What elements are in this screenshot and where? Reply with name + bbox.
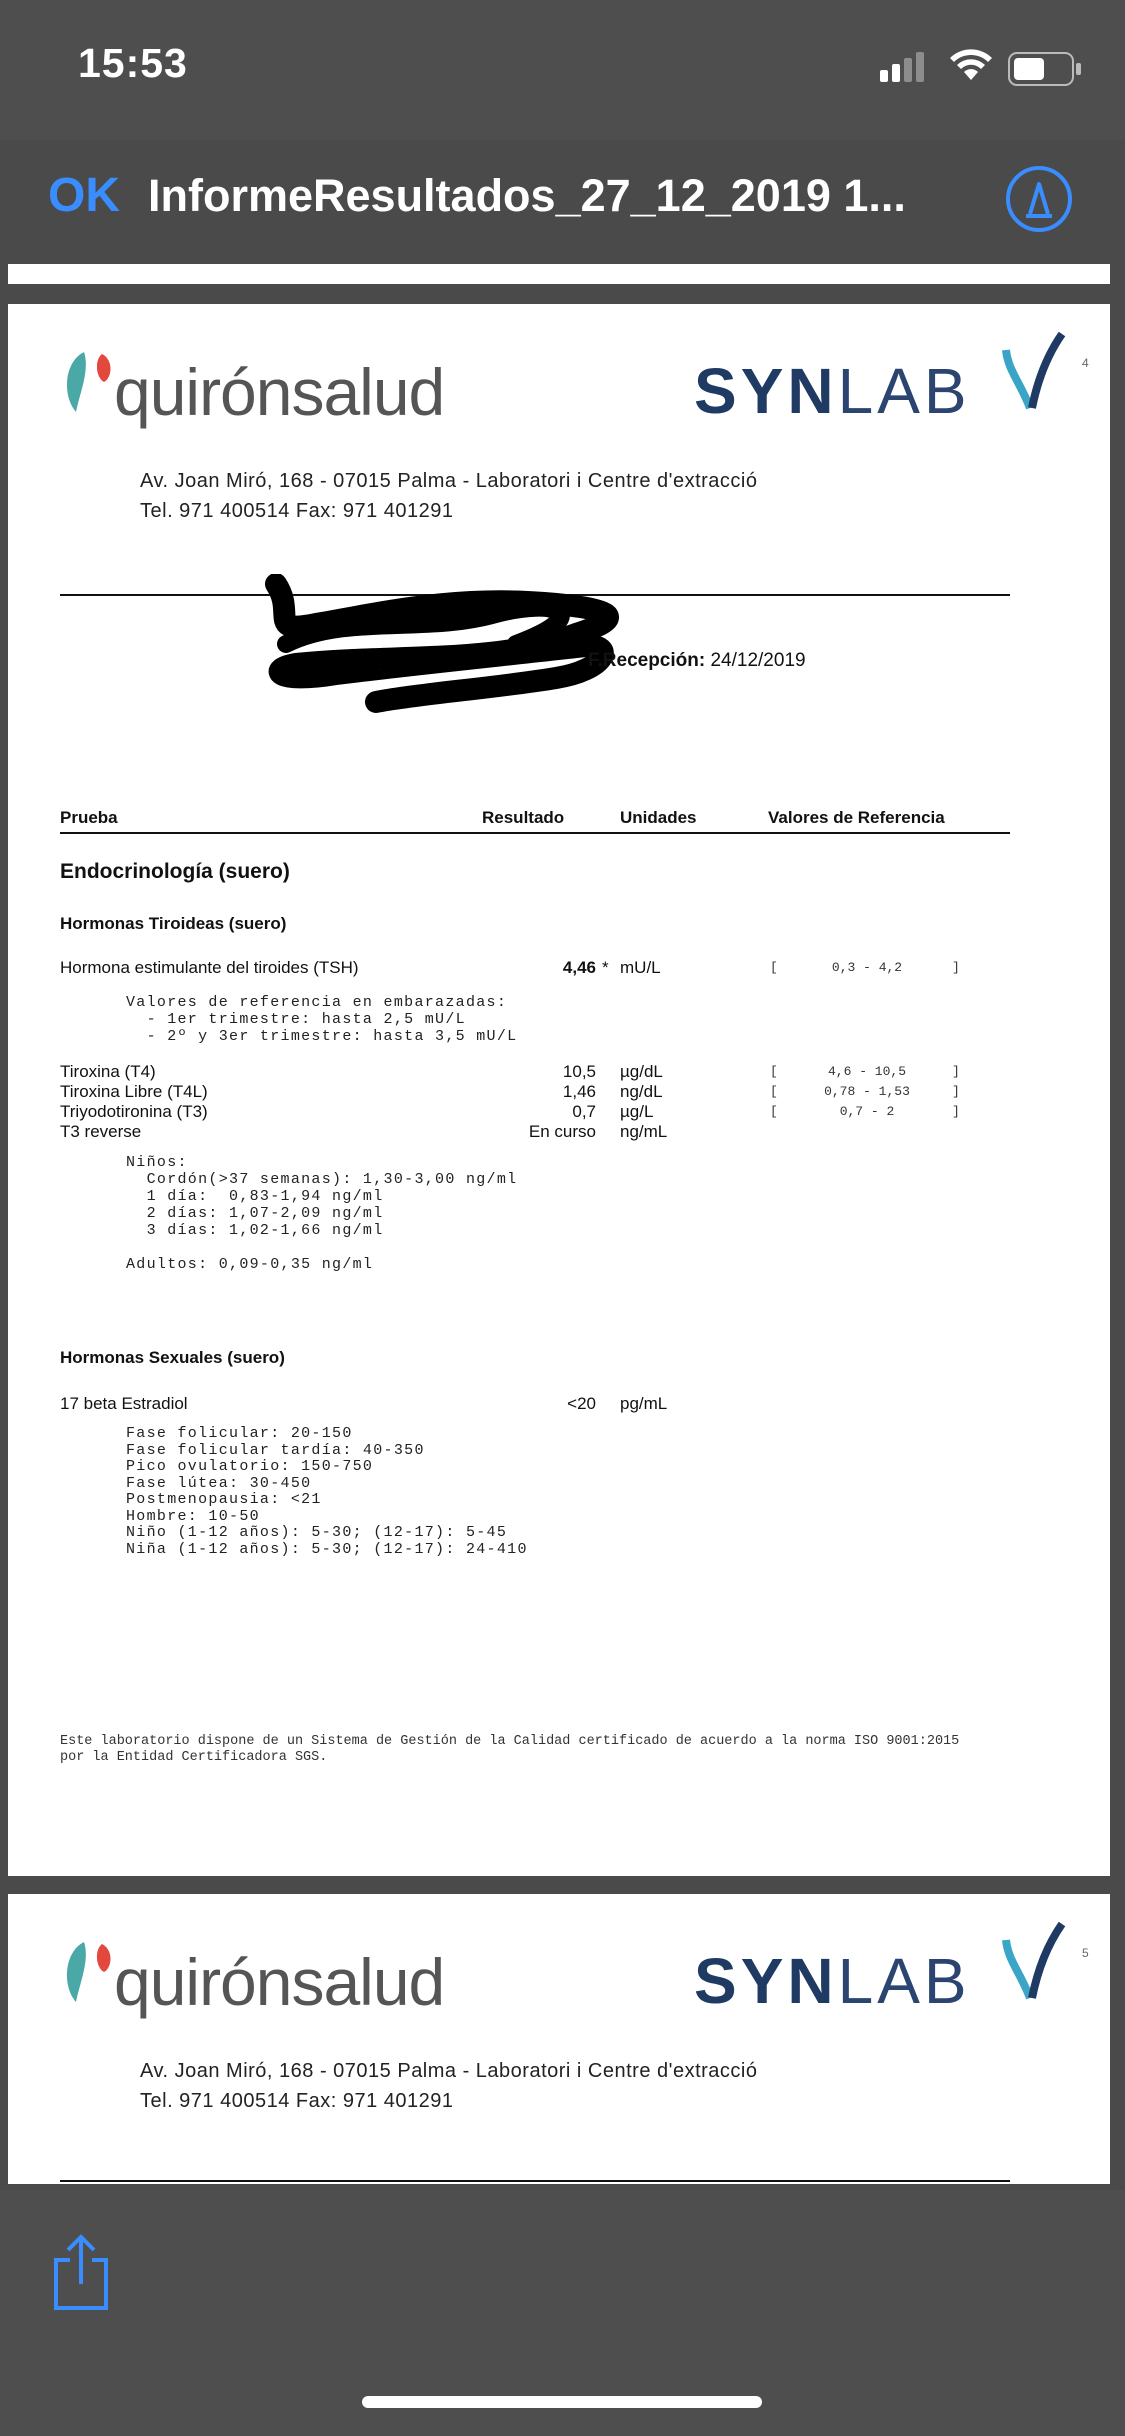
table-row [8, 1122, 1108, 1142]
ref-range: 0,3 - 4,2 [831, 960, 903, 975]
columns-rule [60, 832, 1010, 834]
ref-open: [ [770, 960, 778, 975]
share-icon[interactable] [48, 2230, 114, 2314]
table-row [8, 1062, 1108, 1082]
ref-close: ] [952, 1084, 960, 1099]
pregnancy-reference-note: Valores de referencia en embarazadas: - 1er trimestre: hasta 2,5 mU/L - 2º y 3er trimestre: hasta 3,5 mU/L [126, 994, 518, 1045]
col-resultado: Resultado [482, 808, 565, 827]
lab-phone: Tel. 971 400514 Fax: 971 401291 [140, 2090, 454, 2112]
col-prueba: Prueba [60, 808, 118, 827]
signal-icon [880, 52, 930, 82]
synlab-logo: SYNLAB [694, 1945, 971, 2017]
ref-close: ] [952, 1064, 960, 1079]
redaction-scribble [256, 574, 636, 714]
status-time: 15:53 [78, 40, 188, 86]
page-number: 5 [1082, 1946, 1089, 1960]
test-name: T3 reverse [60, 1122, 142, 1141]
table-row [8, 1082, 1108, 1102]
document-page [8, 304, 1110, 1876]
col-unidades: Unidades [620, 808, 697, 827]
test-unit: pg/mL [620, 1394, 668, 1413]
ref-range: 4,6 - 10,5 [827, 1064, 906, 1079]
col-referencia: Valores de Referencia [768, 808, 945, 827]
test-result: 10,5 [562, 1062, 596, 1081]
ok-button[interactable]: OK [48, 169, 120, 222]
previous-page-edge [8, 264, 1110, 284]
ref-open: [ [770, 1084, 778, 1099]
section-title: Endocrinología (suero) [60, 860, 290, 883]
test-name: Tiroxina (T4) [60, 1062, 156, 1081]
test-name: Triyodotironina (T3) [60, 1102, 208, 1121]
group-title-sex-hormones: Hormonas Sexuales (suero) [60, 1348, 285, 1367]
lab-address: Av. Joan Miró, 168 - 07015 Palma - Laboratori i Centre d'extracció [140, 470, 758, 492]
synlab-logo-mark [1002, 330, 1068, 414]
reception-date: F.Recepción: 24/12/2019 [588, 650, 806, 671]
document-page [8, 1894, 1110, 2184]
quality-footer: Este laboratorio dispone de un Sistema de Gestión de la Calidad certificado de acuerdo a la norma ISO 9001:2015 por la Entidad Certificadora SGS. [60, 1734, 960, 1765]
test-name: Tiroxina Libre (T4L) [60, 1082, 208, 1101]
synlab-logo-mark [1002, 1920, 1068, 2004]
wifi-icon [948, 46, 994, 82]
quironsalud-logo-text: quirónsalud [114, 355, 445, 429]
estradiol-reference-note: Fase folicular: 20-150 Fase folicular tardía: 40-350 Pico ovulatorio: 150-750 Fase lútea: 30-450 Postmenopausia: <21 Hombre: 10-50 Niño (1-12 años): 5-30; (12-17): 5-45 Niña (1-12 años): 5-30; (12-17): 24-410 [126, 1425, 528, 1558]
ref-range: 0,78 - 1,53 [824, 1084, 910, 1099]
ref-range: 0,7 - 2 [839, 1104, 895, 1119]
test-result: <20 [567, 1394, 596, 1413]
test-result: En curso [528, 1122, 596, 1141]
ref-close: ] [952, 1104, 960, 1119]
test-result: 1,46 [562, 1082, 596, 1101]
abnormal-flag: * [602, 958, 609, 977]
adults-reference-note: Adultos: 0,09-0,35 ng/ml [126, 1256, 374, 1273]
lab-address: Av. Joan Miró, 168 - 07015 Palma - Laboratori i Centre d'extracció [140, 2060, 758, 2082]
ref-open: [ [770, 1064, 778, 1079]
synlab-logo: SYNLAB [694, 355, 971, 427]
test-name: Hormona estimulante del tiroides (TSH) [60, 958, 359, 977]
test-name: 17 beta Estradiol [60, 1394, 188, 1413]
group-title-thyroid: Hormonas Tiroideas (suero) [60, 914, 287, 933]
ref-open: [ [770, 1104, 778, 1119]
document-title: InformeResultados_27_12_2019 1... [148, 170, 906, 221]
test-result: 0,7 [572, 1102, 596, 1121]
table-row [8, 1102, 1108, 1122]
test-unit: µg/L [620, 1102, 654, 1121]
quironsalud-logo-mark [62, 1938, 122, 2008]
quironsalud-logo-mark [62, 348, 122, 418]
battery-icon [1008, 52, 1084, 86]
home-indicator[interactable] [362, 2396, 762, 2408]
quironsalud-logo-text: quirónsalud [114, 1945, 445, 2019]
page-number: 4 [1082, 356, 1089, 370]
test-result: 4,46 [562, 958, 596, 977]
test-unit: ng/mL [620, 1122, 668, 1141]
header-rule [60, 2180, 1010, 2182]
test-unit: µg/dL [620, 1062, 663, 1081]
test-unit: ng/dL [620, 1082, 663, 1101]
lab-phone: Tel. 971 400514 Fax: 971 401291 [140, 500, 454, 522]
test-unit: mU/L [620, 958, 661, 977]
markup-icon[interactable] [1004, 164, 1074, 234]
children-reference-note: Niños: Cordón(>37 semanas): 1,30-3,00 ng/ml 1 día: 0,83-1,94 ng/ml 2 días: 1,07-2,09 ng/ml 3 días: 1,02-1,66 ng/ml [126, 1154, 518, 1239]
ref-close: ] [952, 960, 960, 975]
